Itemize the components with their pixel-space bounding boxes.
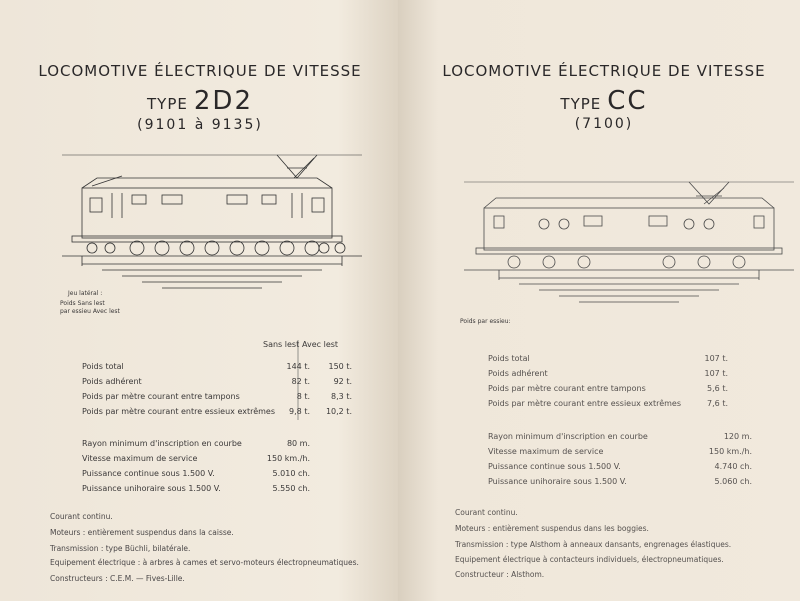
right-type-prefix: TYPE: [560, 95, 602, 113]
note-line: Constructeur : Alsthom.: [455, 570, 545, 579]
right-drawing-caption: Poids par essieu:: [460, 318, 511, 325]
left-col-sans-header: Sans lest: [263, 340, 300, 349]
right-type-name: CC: [607, 86, 648, 116]
note-line: Equipement électrique à contacteurs individuels, électropneumatiques.: [455, 555, 724, 564]
left-title: LOCOMOTIVE ÉLECTRIQUE DE VITESSE: [38, 62, 362, 80]
right-locomotive-drawing: [464, 168, 794, 318]
left-type-name: 2D2: [193, 86, 253, 116]
left-body: [82, 188, 332, 238]
right-range: (7100): [574, 116, 634, 132]
left-type-prefix: TYPE: [147, 95, 188, 113]
note-line: Moteurs : entièrement suspendus dans la caisse.: [50, 528, 234, 537]
note-line: Equipement électrique : à arbres à cames et servo-moteurs électropneumatiques.: [50, 558, 359, 567]
note-line: Moteurs : entièrement suspendus dans les boggies.: [455, 524, 649, 533]
right-pantograph: [689, 182, 729, 204]
left-type: [10, 86, 390, 116]
left-page: LOCOMOTIVE ÉLECTRIQUE DE VITESSE TYPE 2D2 (9101 à 9135) Jeu latéral : Poids Sans lest par essieu Avec lest Sans lest Avec lest Poids total 144 t. 150 t. Poids adhérent 82 t. 92 t. Poids par mètre courant entre tampons 8 t. 8,3 t. Poids par mètre courant entre essieux extrêmes 9,8 t. 10,2 t. Rayon minimum d'inscription en courbe 80 m. Vitesse maximum de service 150 km./h. Puissance continue sous 1.500 V. 5.010 ch. Puissance unihoraire sous 1.500 V. 5.550 ch. Courant continu. Moteurs : entièrement suspendus dans la caisse. Transmission : type Büchli, bilatérale. Equipement électrique : à arbres à cames et servo-moteurs électropneumatiques. Constructeurs : C.E.M. — Fives-Lille.: [0, 0, 398, 601]
right-page: LOCOMOTIVE ÉLECTRIQUE DE VITESSE TYPE CC (7100) Poids par essieu: Poids total 107 t. Poids adhérent 107 t. Poids par mètre courant entre tampons 5,6 t. Poids par mètre courant entre essieux extrêmes 7,6 t. Rayon minimum d'inscription en courbe 120 m. Vitesse maximum de service 150 km./h. Puissance continue sous 1.500 V. 4.740 ch. Puissance unihoraire sous 1.500 V. 5.060 ch. Courant continu. Moteurs : entièrement suspendus dans les boggies. Transmission : type Alsthom à anneaux dansants, engrenages élastiques. Equipement électrique à contacteurs individuels, électropneumatiques. Constructeur : Alsthom.: [398, 0, 800, 601]
left-weight-label-1: Poids Sans lest: [60, 300, 105, 307]
right-title: LOCOMOTIVE ÉLECTRIQUE DE VITESSE: [442, 62, 766, 80]
note-line: Courant continu.: [50, 512, 113, 521]
left-drawing-caption: Jeu latéral :: [68, 290, 103, 297]
left-col-avec-header: Avec lest: [302, 340, 339, 349]
left-weight-label-2: par essieu Avec lest: [60, 308, 120, 315]
right-body: [484, 208, 774, 250]
left-range: (9101 à 9135): [137, 117, 263, 133]
note-line: Transmission : type Büchli, bilatérale.: [50, 544, 191, 553]
note-line: Courant continu.: [455, 508, 518, 517]
right-type: [418, 86, 790, 116]
note-line: Transmission : type Alsthom à anneaux dansants, engrenages élastiques.: [455, 540, 732, 549]
note-line: Constructeurs : C.E.M. — Fives-Lille.: [50, 574, 185, 583]
left-locomotive-drawing: [62, 148, 362, 298]
